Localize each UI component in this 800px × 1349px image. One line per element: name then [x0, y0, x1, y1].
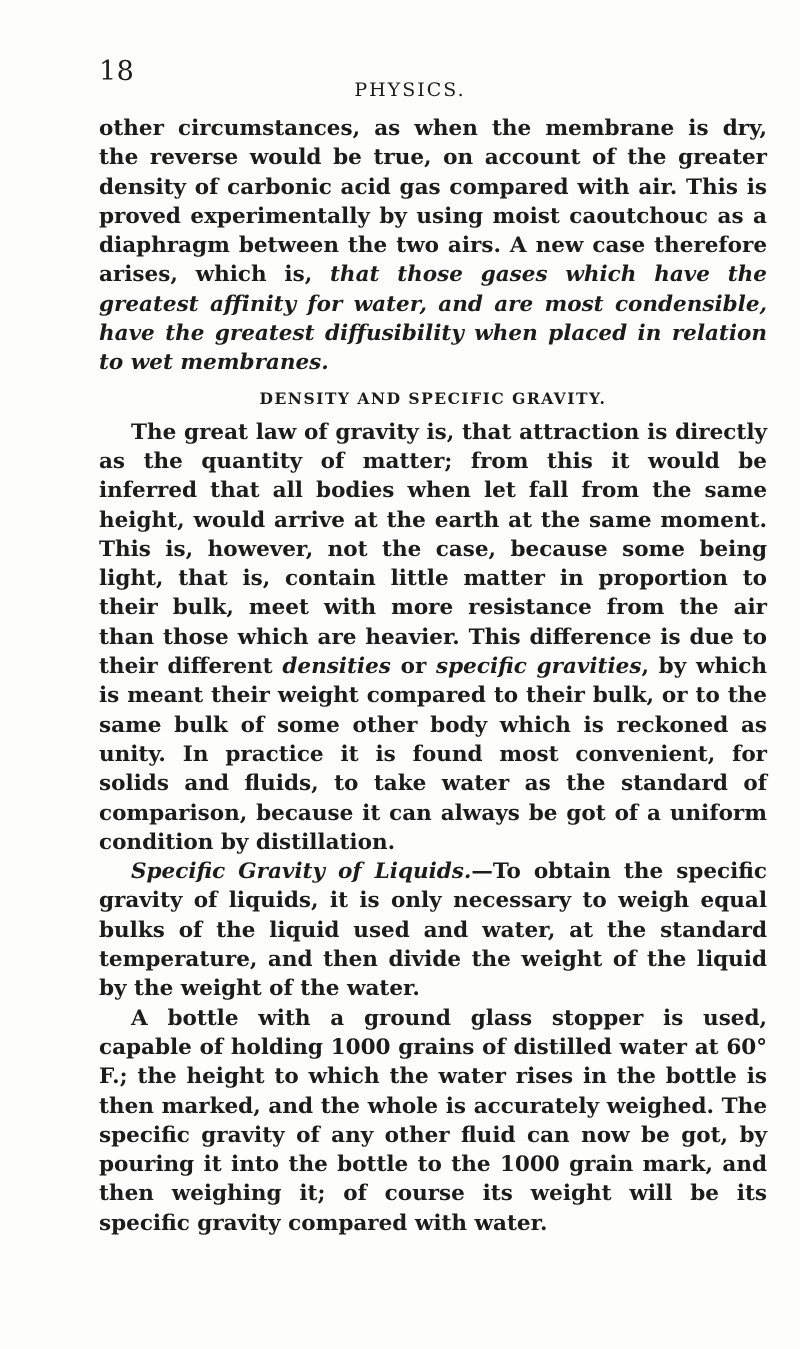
- running-head: PHYSICS.: [354, 79, 466, 101]
- text-run: or: [390, 654, 437, 680]
- text-run: —To obtain the specific gravity of liquids, it is only necessary to weigh equal bulks of the liquid used and water, at the standard temperature, and then divide the weight of the liquid by the weight of the water.: [99, 859, 767, 1002]
- section-heading: DENSITY AND SPECIFIC GRAVITY.: [259, 388, 607, 408]
- italic-run: densities: [282, 654, 391, 680]
- italic-run: specific gravities: [436, 654, 642, 680]
- italic-run: Specific Gravity of Liquids.: [131, 859, 472, 885]
- paragraph-bottle-method: [99, 1004, 767, 1238]
- paragraph-gravity-law: [99, 418, 767, 857]
- text-run: other circumstances, as when the membrane is dry, the reverse would be true, on account of the greater density of carbonic acid gas compared with air. This is proved experimentally by using moist caoutchouc as a diaphragm between the two airs. A new case therefore arises, which is,: [99, 116, 767, 288]
- text-run: , by which is meant their weight compared to their bulk, or to the same bulk of some other body which is reckoned as unity. In practice it is found most convenient, for solids and fluids, to take water as the standard of comparison, because it can always be got of a uniform condition by distillation.: [99, 654, 767, 855]
- page-number: 18: [99, 56, 135, 87]
- text-run: A bottle with a ground glass stopper is used, capable of holding 1000 grains of distilled water at 60° F.; the height to which the water rises in the bottle is then marked, and the whole is accurately weighed. The specific gravity of any other fluid can now be got, by pouring it into the bottle to the 1000 grain mark, and then weighing it; of course its weight will be its specific gravity compared with water.: [99, 1005, 767, 1236]
- italic-run: that those gases which have the greatest affinity for water, and are most condensible, have the greatest diffusibility when placed in relation to wet membranes.: [99, 262, 767, 376]
- paragraph-continuation: [99, 114, 767, 378]
- body-text: [99, 114, 767, 1238]
- paragraph-specific-gravity-liquids: [99, 857, 767, 1003]
- text-run: The great law of gravity is, that attraction is directly as the quantity of matter; from this it would be inferred that all bodies when let fall from the same height, would arrive at the earth at the same moment. This is, however, not the case, because some being light, that is, contain little matter in proportion to their bulk, meet with more resistance from the air than those which are heavier. This difference is due to their different: [99, 419, 767, 680]
